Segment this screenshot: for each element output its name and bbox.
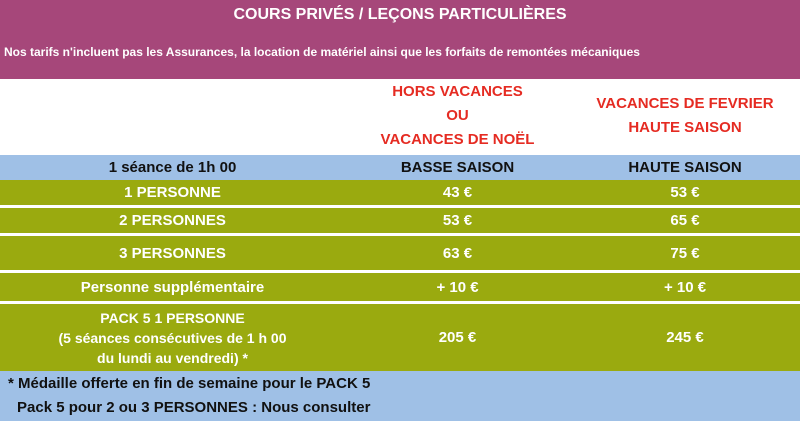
group-pack-note: Pack 5 pour 2 ou 3 PERSONNES : Nous consulter: [17, 399, 371, 416]
medal-note: * Médaille offerte en fin de semaine pour le PACK 5: [8, 375, 371, 392]
table-row: [0, 236, 800, 270]
page-title: COURS PRIVÉS / LEÇONS PARTICULIÈRES: [233, 6, 567, 23]
high-season-header: HAUTE SAISON: [628, 159, 742, 176]
row-label: Personne supplémentaire: [80, 278, 265, 296]
pricing-disclaimer: Nos tarifs n'incluent pas les Assurances, la location de matériel ainsi que les forfaits de remontées mécaniques: [4, 45, 640, 59]
low-season-heading: [345, 80, 570, 152]
table-row: [0, 208, 800, 233]
low-season-header: BASSE SAISON: [400, 159, 515, 176]
low-season-heading-line: OU: [446, 107, 469, 124]
table-row: [0, 273, 800, 301]
low-season-heading-line: VACANCES DE NOËL: [380, 131, 535, 148]
pack-label: [0, 304, 345, 371]
footer-notes: [0, 371, 800, 421]
high-season-price: 75 €: [670, 244, 700, 262]
session-duration-header: 1 séance de 1h 00: [108, 159, 237, 176]
low-season-heading-line: HORS VACANCES: [392, 83, 523, 100]
row-label: 1 PERSONNE: [124, 184, 221, 201]
pack-low-season-price: 205 €: [438, 329, 477, 346]
low-season-price: + 10 €: [436, 278, 479, 296]
pack-label-line: PACK 5 1 PERSONNE: [100, 309, 245, 326]
high-season-price: 65 €: [670, 212, 700, 229]
high-season-heading: [570, 92, 800, 140]
title-band: [0, 0, 800, 79]
low-season-price: 53 €: [442, 212, 473, 229]
high-season-price: + 10 €: [663, 278, 707, 296]
high-season-price: 53 €: [670, 184, 700, 201]
pack-label-line: du lundi au vendredi) *: [97, 349, 248, 366]
row-label: 2 PERSONNES: [119, 212, 226, 229]
high-season-heading-line: HAUTE SAISON: [628, 119, 742, 136]
pack-row: [0, 304, 800, 371]
low-season-price: 43 €: [442, 184, 473, 201]
pack-high-season-price: 245 €: [666, 329, 704, 346]
low-season-price: 63 €: [442, 244, 473, 262]
table-row: [0, 180, 800, 205]
pack-label-line: (5 séances consécutives de 1 h 00: [58, 329, 287, 346]
row-label: 3 PERSONNES: [119, 244, 226, 262]
high-season-heading-line: VACANCES DE FEVRIER: [596, 95, 774, 112]
table-header-row: [0, 155, 800, 180]
